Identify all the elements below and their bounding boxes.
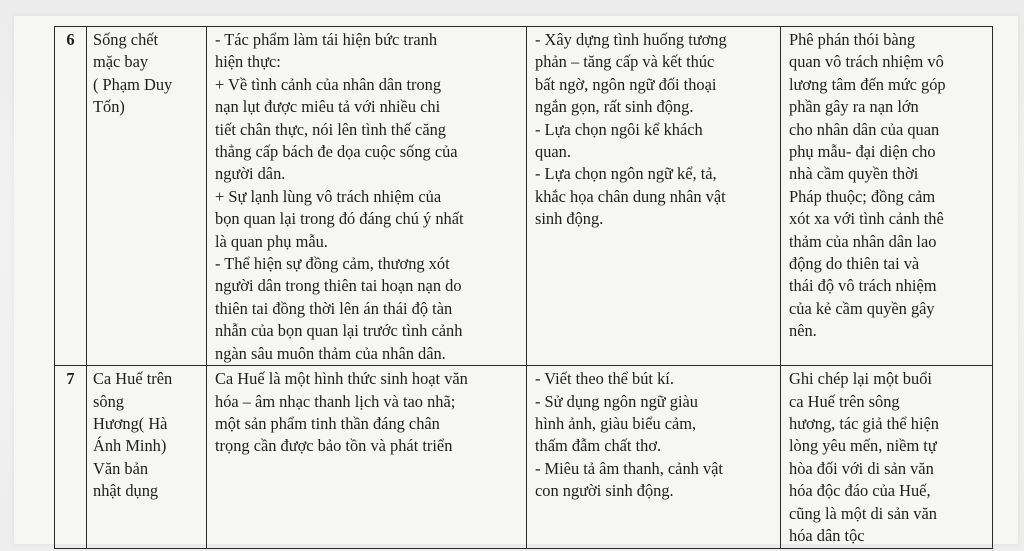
work-title-cell: Ca Huế trên sông Hương( Hà Ánh Minh) Văn bản nhật dụng [87,366,207,549]
content-cell: Ca Huế là một hình thức sinh hoạt văn hóa – âm nhạc thanh lịch và tao nhã; một sản phẩm tinh thần đáng chân trọng cần được bảo tồn và phát triển [207,366,527,549]
meaning-cell: Phê phán thói bàng quan vô trách nhiệm vô lương tâm đến mức góp phần gây ra nạn lớn cho nhân dân của quan phụ mẫu- đại diện cho nhà cầm quyền thời Pháp thuộc; đồng cảm xót xa với tình cảnh thê thảm của nhân dân lao động do thiên tai và thái độ vô trách nhiệm của kẻ cầm quyền gây nên. [781,27,993,366]
table-row [55,27,993,366]
row-number: 7 [55,366,87,549]
art-features-cell: - Xây dựng tình huống tương phản – tăng cấp và kết thúc bất ngờ, ngôn ngữ đối thoại ngắn gọn, rất sinh động. - Lựa chọn ngôi kể khách quan. - Lựa chọn ngôn ngữ kể, tả, khắc họa chân dung nhân vật sinh động. [527,27,781,366]
literature-summary-table [54,26,993,549]
content-cell: - Tác phẩm làm tái hiện bức tranh hiện thực: + Về tình cảnh của nhân dân trong nạn lụt được miêu tả với nhiều chi tiết chân thực, nói lên tình thế căng thẳng cấp bách đe dọa cuộc sống của người dân. + Sự lạnh lùng vô trách nhiệm của bọn quan lại trong đó đáng chú ý nhất là quan phụ mẫu. - Thể hiện sự đồng cảm, thương xót người dân trong thiên tai hoạn nạn do thiên tai đồng thời lên án thái độ tàn nhẫn của bọn quan lại trước tình cảnh ngàn sâu muôn thảm của nhân dân. [207,27,527,366]
work-title-cell: Sống chết mặc bay ( Phạm Duy Tốn) [87,27,207,366]
meaning-cell: Ghi chép lại một buổi ca Huế trên sông hương, tác giả thể hiện lòng yêu mến, niềm tự hòa đối với di sản văn hóa độc đáo của Huế, cũng là một di sản văn hóa dân tộc [781,366,993,549]
row-number: 6 [55,27,87,366]
art-features-cell: - Viết theo thể bút kí. - Sử dụng ngôn ngữ giàu hình ảnh, giàu biểu cảm, thấm đẫm chất thơ. - Miêu tả âm thanh, cảnh vật con người sinh động. [527,366,781,549]
table-row [55,366,993,549]
